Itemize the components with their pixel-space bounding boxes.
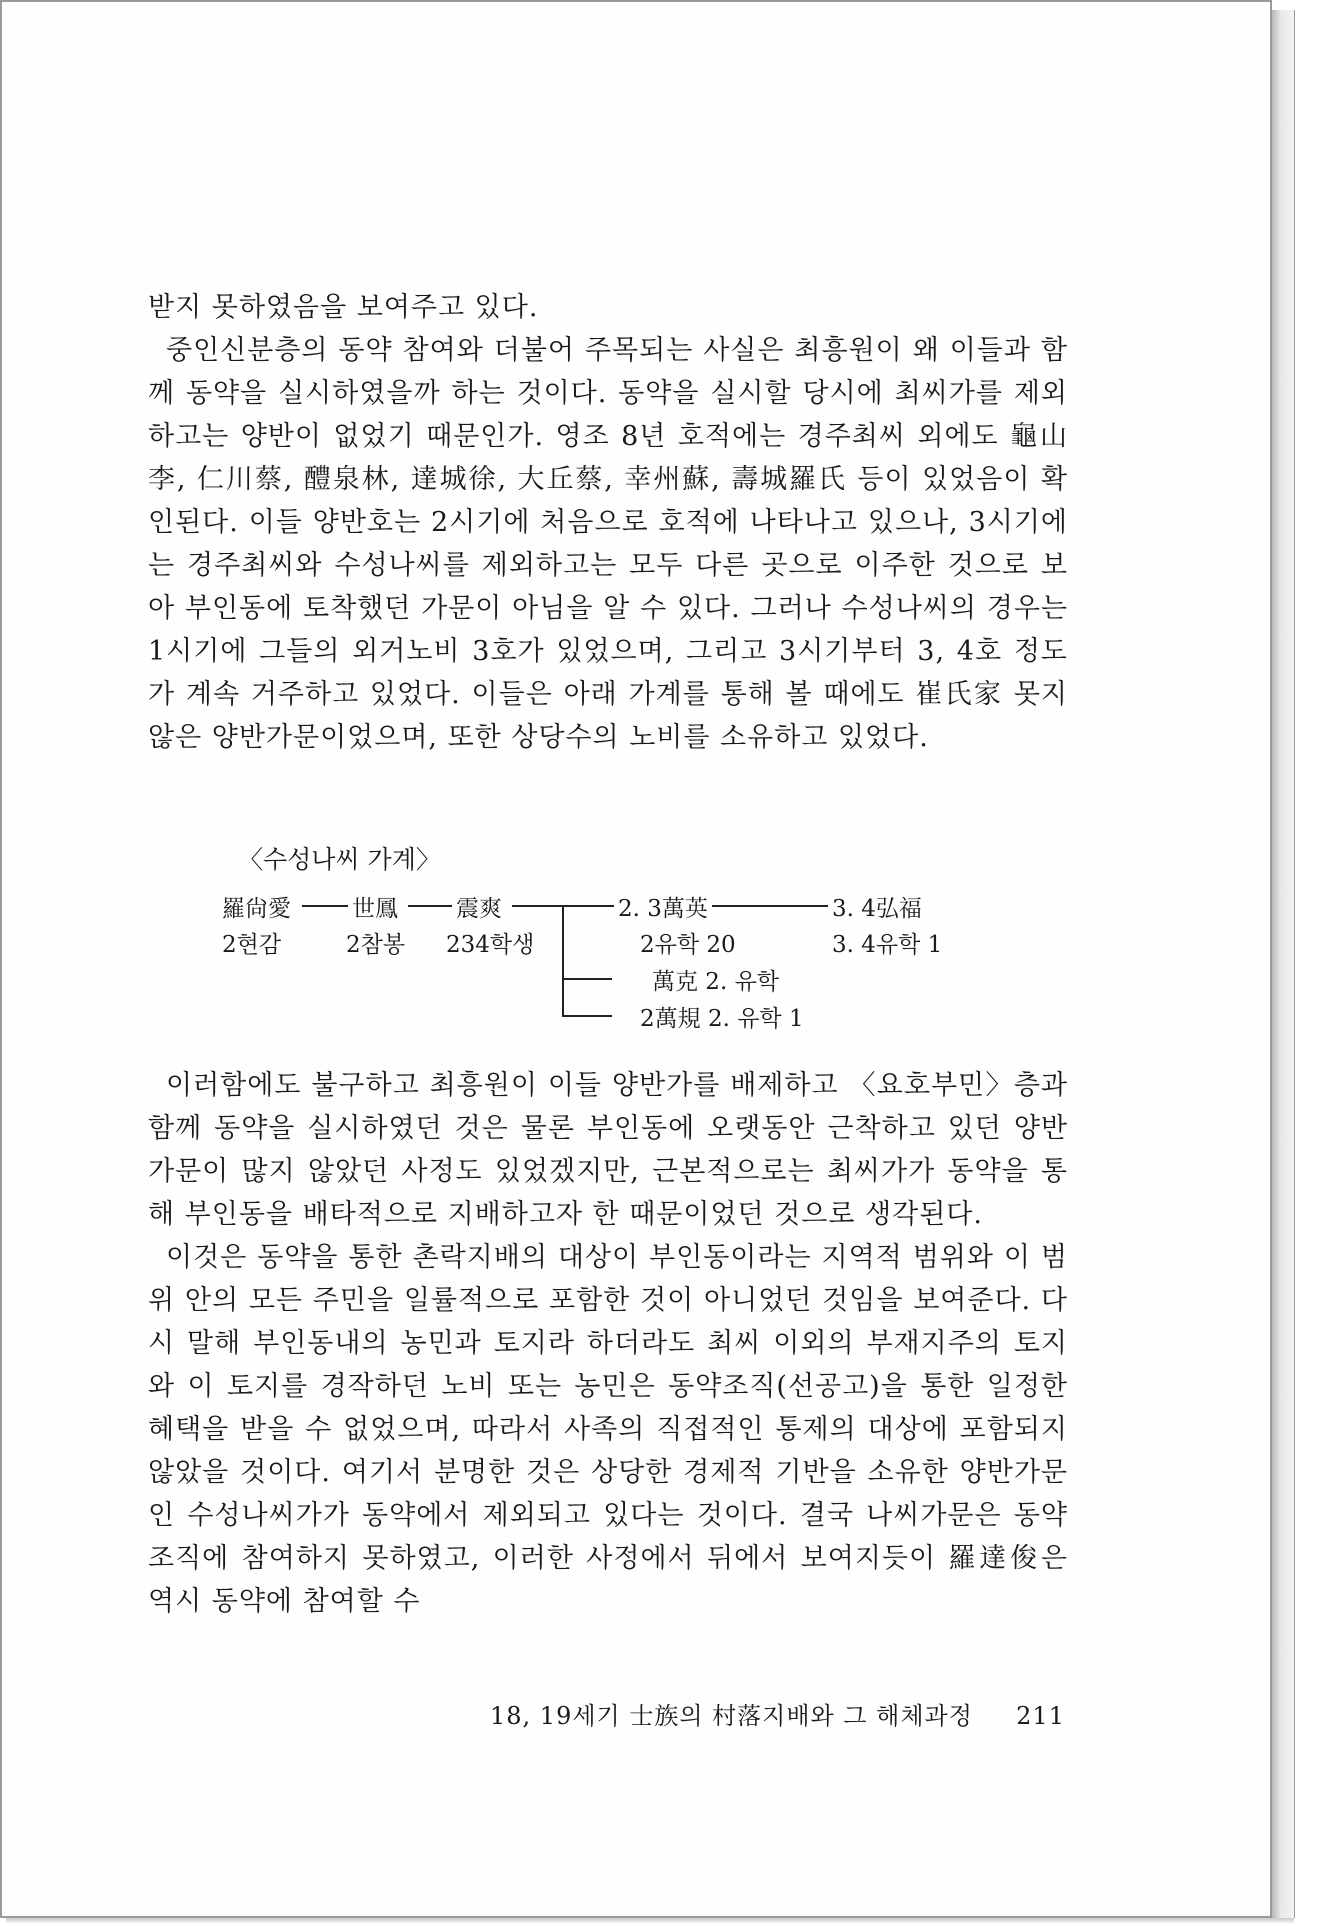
body-text-bottom	[148, 1064, 1068, 1623]
connector-2-3	[408, 905, 452, 907]
paragraph-exclusive-control: 이러함에도 불구하고 최흥원이 이들 양반가를 배제하고 〈요호부민〉층과 함께 동약을 실시하였던 것은 물론 부인동에 오랫동안 근착하고 있던 양반가문이 많지 않았던 사정도 있었겠지만, 근본적으로는 최씨가가 동약을 통해 부인동을 배타적으로 지배하고자 한 때문이었던 것으로 생각된다.	[148, 1070, 1068, 1230]
paragraph-continuation: 받지 못하였음을 보여주고 있다.	[148, 292, 539, 323]
body-text-top	[148, 286, 1068, 759]
connector-4-5	[712, 905, 828, 907]
node-6: 萬克 2. 유학	[652, 969, 780, 995]
node-note-2: 2참봉	[346, 932, 406, 958]
paragraph-middle-class-participation: 중인신분층의 동약 참여와 더불어 주목되는 사실은 최흥원이 왜 이들과 함께 동약을 실시하였을까 하는 것이다. 동약을 실시할 당시에 최씨가를 제외하고는 양반이 없었기 때문인가. 영조 8년 호적에는 경주최씨 외에도 龜山李, 仁川蔡, 醴泉林, 達城徐, 大丘蔡, 幸州蘇, 壽城羅氏 등이 있었음이 확인된다. 이들 양반호는 2시기에 처음으로 호적에 나타나고 있으나, 3시기에는 경주최씨와 수성나씨를 제외하고는 모두 다른 곳으로 이주한 것으로 보아 부인동에 토착했던 가문이 아님을 알 수 있다. 그러나 수성나씨의 경우는 1시기에 그들의 외거노비 3호가 있었으며, 그리고 3시기부터 3, 4호 정도가 계속 거주하고 있었다. 이들은 아래 가계를 통해 볼 때에도 崔氏家 못지 않은 양반가문이었으며, 또한 상당수의 노비를 소유하고 있었다.	[148, 335, 1068, 753]
connector-sibling-7	[564, 1015, 612, 1017]
node-name-3: 震爽	[456, 896, 502, 922]
genealogy-title: 〈수성나씨 가계〉	[238, 845, 441, 874]
paragraph-village-scope: 이것은 동약을 통한 촌락지배의 대상이 부인동이라는 지역적 범위와 이 범위 안의 모든 주민을 일률적으로 포함한 것이 아니었던 것임을 보여준다. 다시 말해 부인동내의 농민과 토지라 하더라도 최씨 이외의 부재지주의 토지와 이 토지를 경작하던 노비 또는 농민은 동약조직(선공고)을 통한 일정한 혜택을 받을 수 없었으며, 따라서 사족의 직접적인 통제의 대상에 포함되지 않았을 것이다. 여기서 분명한 것은 상당한 경제적 기반을 소유한 양반가문인 수성나씨가가 동약에서 제외되고 있다는 것이다. 결국 나씨가문은 동약조직에 참여하지 못하였고, 이러한 사정에서 뒤에서 보여지듯이 羅達俊은 역시 동약에 참여할 수	[148, 1242, 1068, 1617]
node-name-5: 3. 4弘福	[832, 896, 922, 922]
node-name-4: 2. 3萬英	[618, 896, 708, 922]
running-title: 18, 19세기 士族의 村落지배와 그 해체과정	[490, 1702, 973, 1730]
node-note-4: 2유학 20	[640, 932, 736, 958]
node-note-3: 234학생	[446, 932, 535, 958]
node-note-5: 3. 4유학 1	[832, 932, 943, 958]
node-note-1: 2현감	[222, 932, 282, 958]
connector-sibling-6	[564, 978, 612, 980]
page-shadow	[6, 1918, 1294, 1924]
page-stack-edge	[1272, 10, 1295, 1918]
connector-1-2	[302, 905, 348, 907]
node-name-1: 羅尙愛	[222, 896, 291, 922]
sibling-bracket	[562, 905, 564, 1017]
node-name-2: 世鳳	[352, 896, 398, 922]
page-number: 211	[1016, 1702, 1065, 1730]
node-7: 2萬規 2. 유학 1	[640, 1006, 804, 1032]
page-footer	[490, 1696, 1065, 1731]
